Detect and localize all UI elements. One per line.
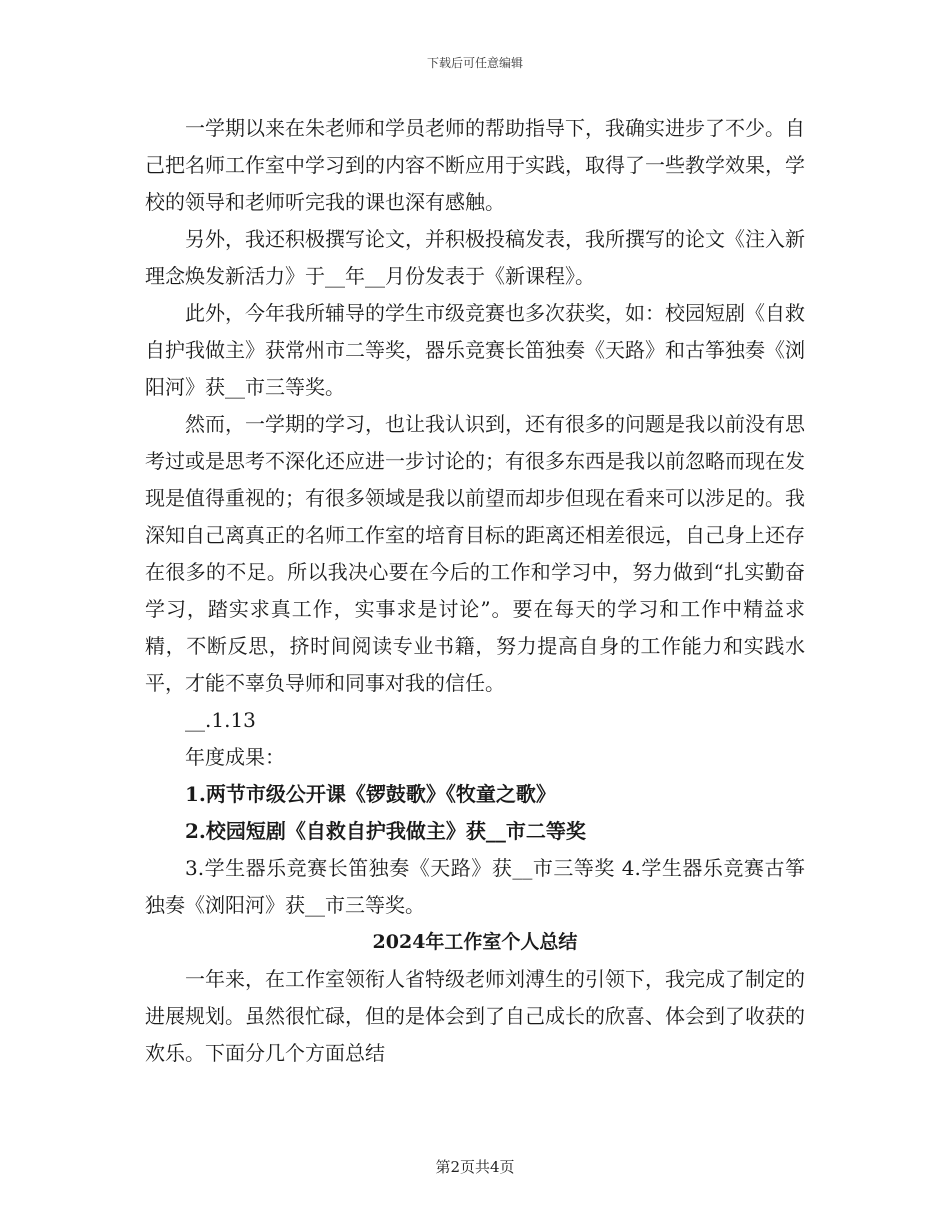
page-header-note: 下载后可任意编辑 [426,56,523,70]
paragraph-annual-summary: 一年来，在工作室领衔人省特级老师刘溥生的引领下，我完成了制定的进展规划。虽然很忙碌，但的是体会到了自己成长的欣喜、体会到了收获的欢乐。下面分几个方面总结 [145,967,805,1065]
paragraph-student-awards: 此外，今年我所辅导的学生市级竞赛也多次获奖，如：校园短剧《自救自护我做主》获常州市二等奖，器乐竞赛长笛独奏《天路》和古筝独奏《浏阳河》获__市三等奖。 [145,301,805,399]
paragraph-study-progress: 一学期以来在朱老师和学员老师的帮助指导下，我确实进步了不少。自己把名师工作室中学习到的内容不断应用于实践，取得了一些教学效果，学校的领导和老师听完我的课也深有感触。 [145,116,805,214]
date-line: __.1.13 [185,708,256,732]
page-number: 第2页共4页 [435,1158,515,1176]
document-body [145,110,805,1072]
results-label: 年度成果： [185,745,285,769]
section-title: 2024年工作室个人总结 [372,931,578,953]
paragraph-reflection: 然而，一学期的学习，也让我认识到，还有很多的问题是我以前没有思考过或是思考不深化还应进一步讨论的；有很多东西是我以前忽略而现在发现是值得重视的；有很多领域是我以前望而却步但现在看来可以涉足的。我深知自己离真正的名师工作室的培育目标的距离还相差很远，自己身上还存在很多的不足。所以我决心要在今后的工作和学习中，努力做到“扎实勤奋学习，踏实求真工作，实事求是讨论”。要在每天的学习和工作中精益求精，不断反思，挤时间阅读专业书籍，努力提高自身的工作能力和实践水平，才能不辜负导师和同事对我的信任。 [145,412,805,695]
paragraph-paper-publication: 另外，我还积极撰写论文，并积极投稿发表，我所撰写的论文《注入新理念焕发新活力》于__年__月份发表于《新课程》。 [145,227,805,288]
result-item-2: 2.校园短剧《自救自护我做主》获__市二等奖 [185,819,586,843]
result-item-1: 1.两节市级公开课《锣鼓歌》《牧童之歌》 [185,782,556,806]
result-item-3-4: 3.学生器乐竞赛长笛独奏《天路》获__市三等奖 4.学生器乐竞赛古筝独奏《浏阳河》获__市三等奖。 [145,856,805,917]
